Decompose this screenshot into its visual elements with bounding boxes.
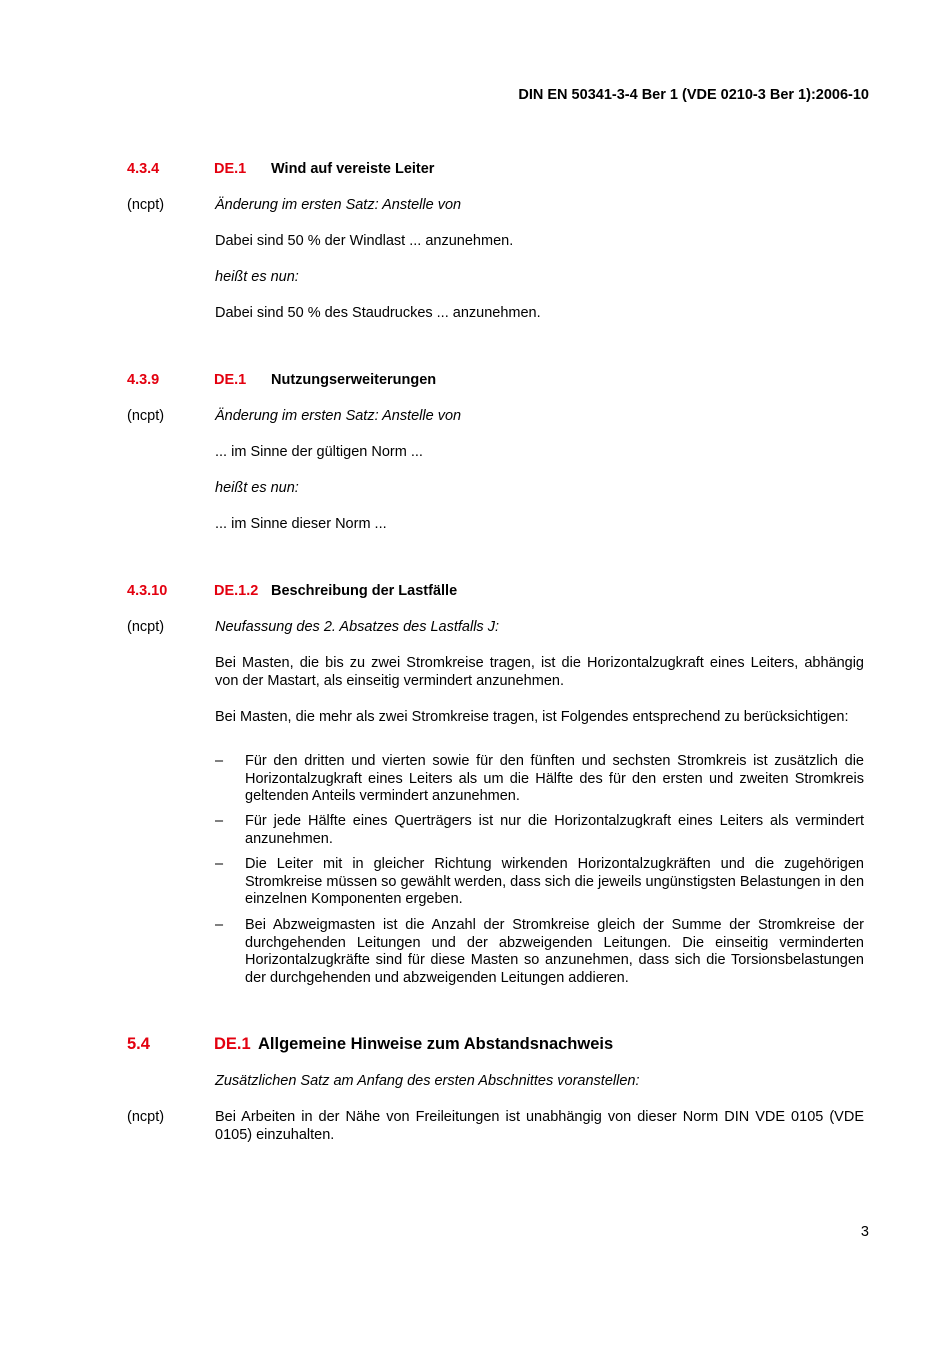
bullet-dash: – (215, 813, 224, 829)
section-title: Wind auf vereiste Leiter (271, 161, 435, 177)
section-number: 4.3.10 (127, 583, 168, 599)
list-item (215, 856, 864, 909)
section-title: Allgemeine Hinweise zum Abstandsnachweis (258, 1035, 614, 1053)
now-label: heißt es nun: (215, 269, 299, 285)
document-header: DIN EN 50341-3-4 Ber 1 (VDE 0210-3 Ber 1):2006-10 (518, 87, 869, 103)
ncpt-marker: (ncpt) (127, 408, 165, 424)
list-item (215, 917, 864, 987)
paragraph: Bei Masten, die bis zu zwei Stromkreise tragen, ist die Horizontalzugkraft eines Leiters, abhängig von der Mastart, als einseitig vermindert anzunehmen. (215, 655, 864, 689)
section-title: Nutzungserweiterungen (271, 372, 437, 388)
section-de-code: DE.1.2 (214, 583, 259, 599)
section-number: 4.3.9 (127, 372, 160, 388)
bullet-dash: – (215, 917, 224, 933)
bullet-dash: – (215, 856, 224, 872)
ncpt-marker: (ncpt) (127, 197, 165, 213)
page-number: 3 (860, 1224, 869, 1240)
section-number: 4.3.4 (127, 161, 160, 177)
change-instruction: Änderung im ersten Satz: Anstelle von (215, 408, 462, 424)
list-item (215, 753, 864, 806)
now-label: heißt es nun: (215, 480, 299, 496)
section-number: 5.4 (127, 1035, 150, 1053)
new-text: ... im Sinne dieser Norm ... (215, 516, 387, 532)
change-instruction: Neufassung des 2. Absatzes des Lastfalls J: (215, 619, 499, 635)
ncpt-marker: (ncpt) (127, 1109, 165, 1125)
list-item-text: Für den dritten und vierten sowie für den fünften und sechsten Stromkreis ist zusätzlich die Horizontalzugkraft eines Leiters als um die Hälfte des für den ersten und zweiten Stromkreis geltenden Anteils vermindert anzunehmen. (245, 753, 864, 804)
list-item-text: Für jede Hälfte eines Querträgers ist nur die Horizontalzugkraft eines Leiters als vermindert anzunehmen. (245, 813, 864, 847)
old-text: ... im Sinne der gültigen Norm ... (215, 444, 423, 460)
list-item-text: Bei Abzweigmasten ist die Anzahl der Stromkreise gleich der Summe der Stromkreise der durchgehenden Leitungen und der abzweigenden Leitungen. Die einseitig verminderten Horizontalzugkräfte sind für diese Masten so anzunehmen, dass sich die Torsionsbelastungen der durchgehenden und abzweigenden Leitungen addieren. (245, 917, 864, 986)
change-instruction: Zusätzlichen Satz am Anfang des ersten Abschnittes voranstellen: (215, 1073, 640, 1089)
new-text: Dabei sind 50 % des Staudruckes ... anzunehmen. (215, 305, 541, 321)
ncpt-marker: (ncpt) (127, 619, 165, 635)
section-de-code: DE.1 (214, 161, 247, 177)
bullet-dash: – (215, 753, 224, 769)
old-text: Dabei sind 50 % der Windlast ... anzunehmen. (215, 233, 514, 249)
section-de-code: DE.1 (214, 372, 247, 388)
paragraph: Bei Arbeiten in der Nähe von Freileitungen ist unabhängig von dieser Norm DIN VDE 0105 (VDE 0105) einzuhalten. (215, 1109, 864, 1143)
section-de-code: DE.1 (214, 1035, 251, 1053)
section-title: Beschreibung der Lastfälle (271, 583, 458, 599)
list-item (215, 813, 864, 848)
change-instruction: Änderung im ersten Satz: Anstelle von (215, 197, 462, 213)
list-item-text: Die Leiter mit in gleicher Richtung wirkenden Horizontalzugkräften und die zugehörigen Stromkreise müssen so gewählt werden, dass sich die jeweils ungünstigsten Belastungen in den einzelnen Komponenten ergeben. (245, 856, 865, 907)
paragraph: Bei Masten, die mehr als zwei Stromkreise tragen, ist Folgendes entsprechend zu berücksichtigen: (215, 709, 849, 725)
